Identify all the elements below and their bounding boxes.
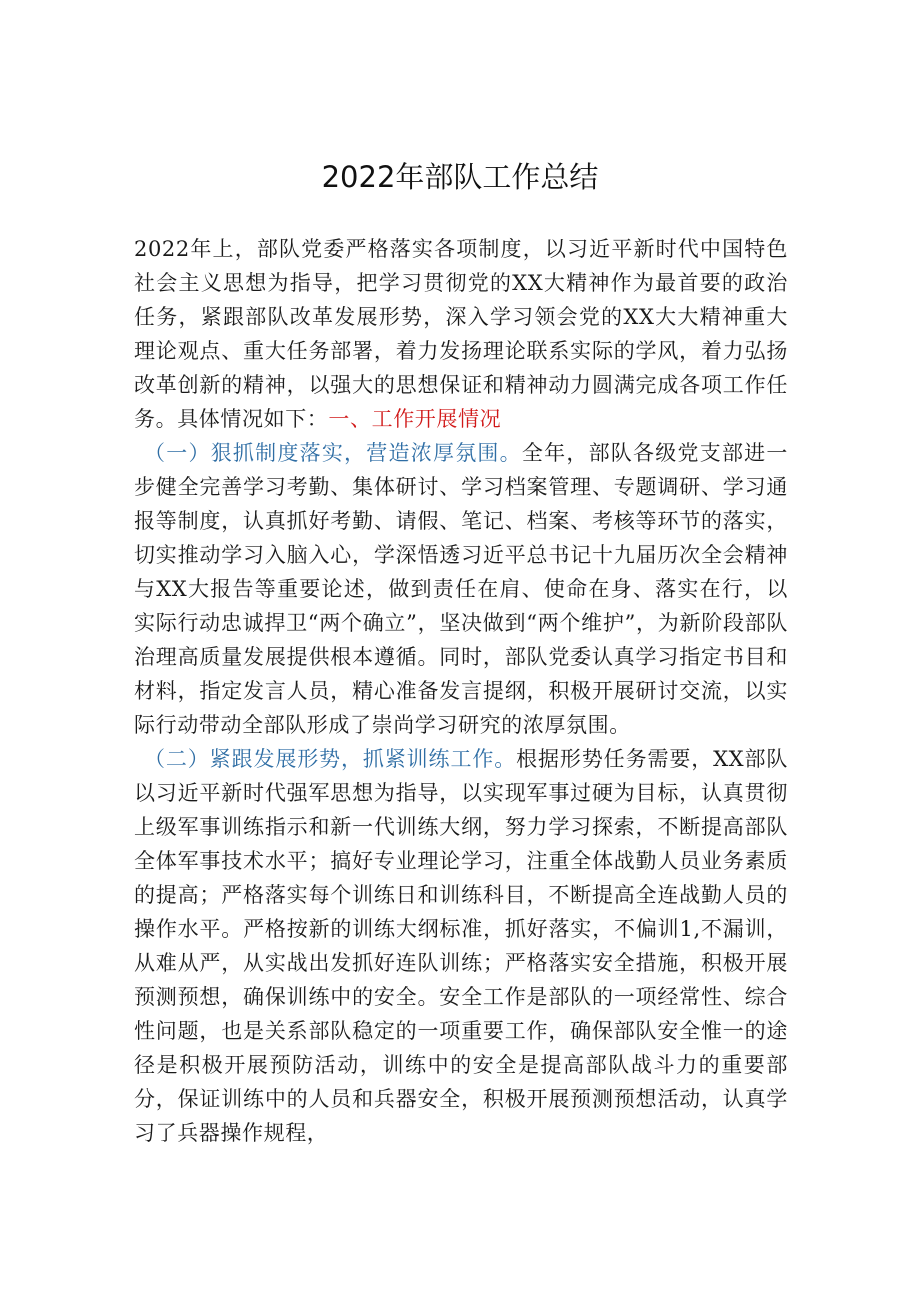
- subsection-2-heading: （二）紧跟发展形势，抓紧训练工作。: [144, 747, 517, 771]
- subsection-2-body: 根据形势任务需要，XX部队以习近平新时代强军思想为指导，以实现军事过硬为目标，认真贯彻上级军事训练指示和新一代训练大纲，努力学习探索，不断提高部队全体军事技术水平；搞好专业理论学习，注重全体战勤人员业务素质的提高；严格落实每个训练日和训练科目，不断提高全连战勤人员的操作水平。严格按新的训练大纲标准，抓好落实，不偏训1,不漏训，从难从严，从实战出发抓好连队训练；严格落实安全措施，积极开展预测预想，确保训练中的安全。安全工作是部队的一项经常性、综合性问题，也是关系部队稳定的一项重要工作，确保部队安全惟一的途径是积极开展预防活动，训练中的安全是提高部队战斗力的重要部分，保证训练中的人员和兵器安全，积极开展预测预想活动，认真学习了兵器操作规程，: [134, 747, 789, 1145]
- section-heading: 一、工作开展情况: [328, 407, 502, 431]
- subsection-1-paragraph: [134, 436, 788, 742]
- subsection-1-heading: （一）狠抓制度落实，营造浓厚氛围。: [144, 441, 522, 465]
- subsection-2-paragraph: [134, 742, 788, 1150]
- document-body: [134, 232, 788, 1150]
- intro-text: 2022年上，部队党委严格落实各项制度，以习近平新时代中国特色社会主义思想为指导，把学习贯彻党的XX大精神作为最首要的政治任务，紧跟部队改革发展形势，深入学习领会党的XX大大精神重大理论观点、重大任务部署，着力发扬理论联系实际的学风，着力弘扬改革创新的精神，以强大的思想保证和精神动力圆满完成各项工作任务。具体情况如下：: [134, 237, 788, 431]
- subsection-1-body: 全年，部队各级党支部进一步健全完善学习考勤、集体研讨、学习档案管理、专题调研、学习通报等制度，认真抓好考勤、请假、笔记、档案、考核等环节的落实，切实推动学习入脑入心，学深悟透习近平总书记十九届历次全会精神与XX大报告等重要论述，做到责任在肩、使命在身、落实在行，以实际行动忠诚捍卫“两个确立”，坚决做到“两个维护”，为新阶段部队治理高质量发展提供根本遵循。同时，部队党委认真学习指定书目和材料，指定发言人员，精心准备发言提纲，积极开展研讨交流，以实际行动带动全部队形成了崇尚学习研究的浓厚氛围。: [134, 441, 789, 737]
- intro-paragraph: [134, 232, 788, 436]
- document-title: 2022年部队工作总结: [321, 160, 599, 194]
